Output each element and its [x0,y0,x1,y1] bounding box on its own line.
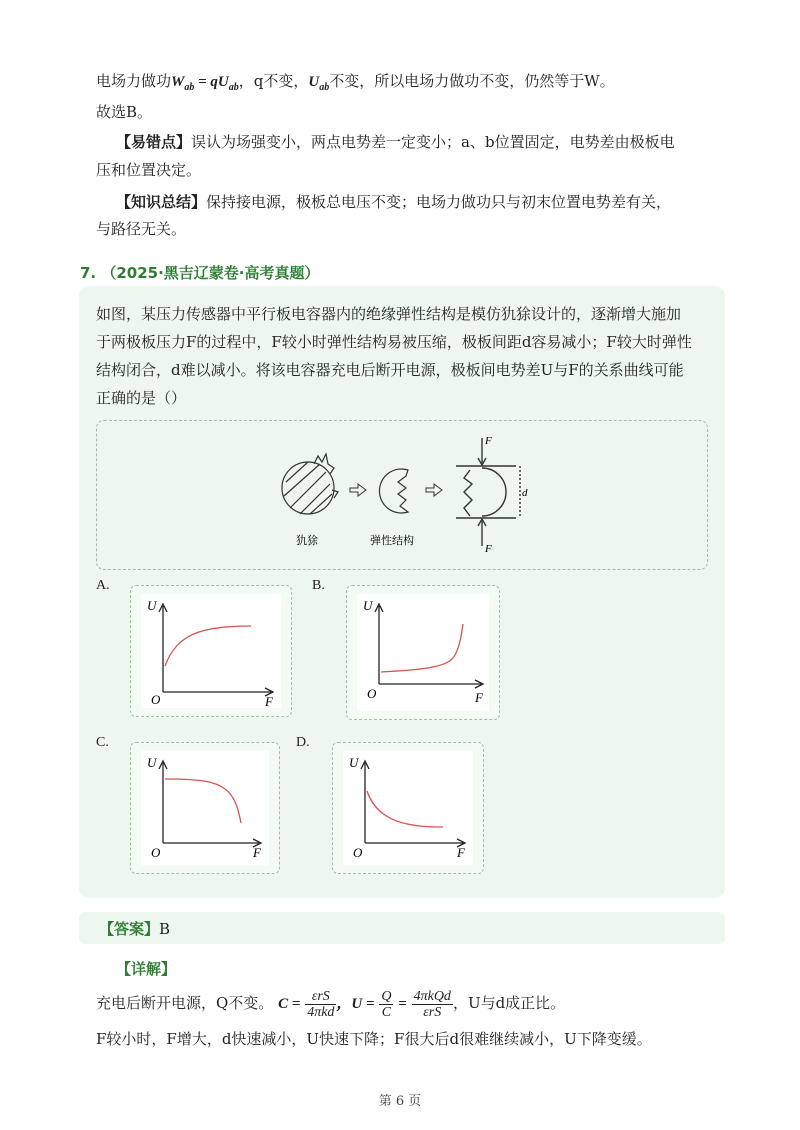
armadillo-label: 犰狳 [296,534,318,547]
explanation-label: 【详解】 [116,960,177,978]
answer-label: 【答案】 [99,920,160,938]
voltage-fraction-1: $\frac{Q}{C}$ [381,988,392,1020]
pitfall-text-1: 误认为场强变小，两点电势差一定变小；a、b位置固定，电势差由极板电 [191,133,675,151]
answer-line [99,918,170,939]
option-c-x-axis: F [253,845,261,860]
question-stem-line-4: 正确的是（） [96,389,187,407]
question-stem-line-2: 于两极板压力F的过程中，F较小时弹性结构易被压缩，极板间距d容易减小；F较大时弹性 [96,333,692,351]
armadillo-icon [282,454,338,514]
prev-work-mid: ，q不变， [238,72,309,90]
prev-choice-line: 故选B。 [96,103,153,121]
option-a-y-axis: U [147,598,157,613]
answer-box [79,912,725,944]
capacitor-icon [456,438,520,546]
option-d-origin: O [353,845,363,860]
distance-label: d [522,487,528,499]
option-d-x-axis: F [457,845,465,860]
arrow-right-icon-2 [426,484,442,496]
summary-line-1 [116,191,671,213]
option-c-y-axis: U [147,755,157,770]
prev-work-text: 电场力做功 [96,72,172,90]
option-d-curve [367,791,443,827]
option-b-label[interactable]: B. [312,578,325,593]
question-header: 7. （2025·黑吉辽蒙卷·高考真题） [80,264,320,282]
option-b-origin: O [367,686,377,701]
option-a-x-axis: F [265,694,273,708]
voltage-symbol: $U_{ab}$ [308,74,330,93]
summary-text-1: 保持接电源，极板总电压不变；电场力做功只与初末位置电势差有关， [206,193,672,211]
arrow-right-icon [350,484,366,496]
capacitance-fraction: $\frac{\text{εrS}}{\text{4πkd}}$ [307,988,335,1020]
structure-label: 弹性结构 [370,534,414,547]
explanation-text-1: 充电后断开电源，Q不变。 [96,994,274,1012]
armadillo-figure [270,432,532,554]
page-number: 第 6 页 [378,1094,422,1109]
summary-line-2: 与路径无关。 [96,220,187,238]
option-b-x-axis: F [475,690,483,705]
option-a-origin: O [151,692,161,707]
option-c-curve [165,779,241,823]
option-d-graph[interactable] [332,742,484,874]
work-formula: $W_{ab} = qU_{ab}$ [171,74,239,93]
option-b-graph[interactable] [346,585,500,720]
option-c-label[interactable]: C. [96,735,109,750]
voltage-fraction-2: $\frac{\text{4πkQd}}{\text{εrS}}$ [413,988,451,1020]
option-d-label[interactable]: D. [296,735,310,750]
pitfall-line-1 [116,131,675,153]
explanation-line-1: 充电后断开电源，Q不变。 C = $\frac{\text{εrS}}{\text{4πkd}}$ ，U = $\frac{Q}{C}$ = $\frac{\text{4πkQd}}{\text{εrS}}$ ，U与d成正比。 [96,988,566,1020]
option-a-graph[interactable] [130,585,292,717]
option-b-y-axis: U [363,598,373,613]
pitfall-label: 【易错点】 [116,133,192,151]
explanation-line-2: F较小时，F增大，d快速减小，U快速下降；F很大后d很难继续减小，U下降变缓。 [96,1030,652,1048]
force-label-top: F [485,435,492,447]
elastic-structure-icon [379,469,408,513]
option-d-y-axis: U [349,755,359,770]
option-c-graph[interactable] [130,742,280,874]
option-c-origin: O [151,845,161,860]
explanation-text-1-post: ，U与d成正比。 [452,994,566,1012]
prev-work-line [96,70,615,99]
option-b-curve [381,624,463,672]
option-a-label[interactable]: A. [96,578,110,593]
question-stem-line-1: 如图，某压力传感器中平行板电容器内的绝缘弹性结构是模仿犰狳设计的，逐渐增大施加 [96,305,682,323]
prev-work-post: 不变，所以电场力做功不变，仍然等于W。 [329,72,615,90]
summary-label: 【知识总结】 [116,193,207,211]
option-a-curve [165,626,251,666]
question-stem-line-3: 结构闭合，d难以减小。将该电容器充电后断开电源，极板间电势差U与F的关系曲线可能 [96,361,684,379]
pitfall-line-2: 压和位置决定。 [96,161,202,179]
answer-value: B [159,920,171,938]
force-label-bottom: F [485,543,492,554]
